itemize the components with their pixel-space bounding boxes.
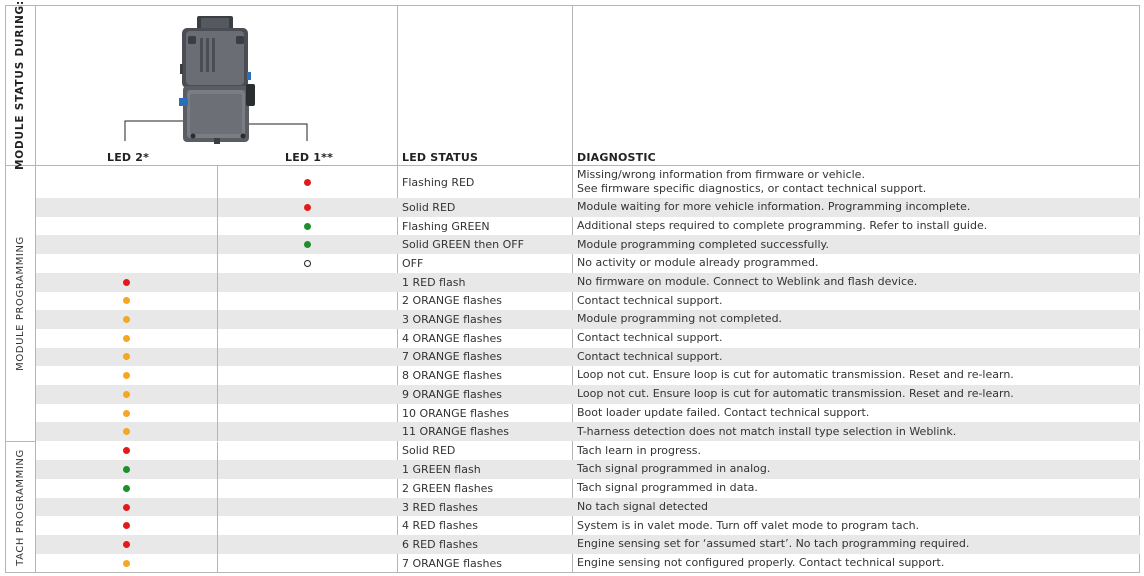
led2-cell xyxy=(36,442,217,461)
led-status-cell: Flashing GREEN xyxy=(402,219,490,233)
diagnostic-cell xyxy=(577,166,1137,198)
led-status-cell: 6 RED flashes xyxy=(402,537,478,551)
table-row xyxy=(36,198,1140,217)
diagnostic-cell: Loop not cut. Ensure loop is cut for automatic transmission. Reset and re-learn. xyxy=(577,368,1014,382)
diagnostic-cell: T-harness detection does not match install type selection in Weblink. xyxy=(577,424,957,438)
section-label-module-programming: MODULE PROGRAMMING xyxy=(14,236,26,371)
led-off-circle-icon xyxy=(304,260,311,267)
led-status-cell: 1 GREEN flash xyxy=(402,463,481,477)
led-status-cell: Solid RED xyxy=(402,200,456,214)
diagnostic-cell: Module waiting for more vehicle information. Programming incomplete. xyxy=(577,200,971,214)
led2-cell xyxy=(36,422,217,441)
diagnostic-cell: Tach learn in progress. xyxy=(577,443,702,457)
diagnostic-line: Missing/wrong information from firmware or vehicle. xyxy=(577,167,865,181)
table-row xyxy=(36,166,1140,198)
led-orange-dot-icon xyxy=(123,372,130,379)
led2-cell xyxy=(36,366,217,385)
led-red-dot-icon xyxy=(123,504,130,511)
led2-cell xyxy=(36,479,217,498)
diagnostic-header: DIAGNOSTIC xyxy=(577,151,656,164)
led-status-cell: 2 ORANGE flashes xyxy=(402,294,502,308)
diagnostic-cell: Engine sensing not configured properly. Contact technical support. xyxy=(577,555,945,569)
led-orange-dot-icon xyxy=(123,560,130,567)
led-orange-dot-icon xyxy=(123,410,130,417)
table-row xyxy=(36,422,1140,441)
led-orange-dot-icon xyxy=(123,428,130,435)
led-red-dot-icon xyxy=(304,204,311,211)
led1-cell xyxy=(217,235,398,254)
led-red-dot-icon xyxy=(123,541,130,548)
led-orange-dot-icon xyxy=(123,353,130,360)
led-red-dot-icon xyxy=(123,522,130,529)
diagnostic-cell: Additional steps required to complete programming. Refer to install guide. xyxy=(577,218,988,232)
table-row xyxy=(36,554,1140,573)
led-green-dot-icon xyxy=(123,466,130,473)
led-status-cell: 8 ORANGE flashes xyxy=(402,369,502,383)
led1-cell xyxy=(217,166,398,198)
led1-cell xyxy=(217,217,398,236)
led-status-cell: Flashing RED xyxy=(402,175,475,189)
diagnostic-cell: System is in valet mode. Turn off valet mode to program tach. xyxy=(577,518,920,532)
led-status-cell: 10 ORANGE flashes xyxy=(402,406,509,420)
section-label-tach-programming: TACH PROGRAMMING xyxy=(14,448,26,566)
table-row xyxy=(36,535,1140,554)
led-status-cell: 3 RED flashes xyxy=(402,500,478,514)
led-status-cell: Solid RED xyxy=(402,444,456,458)
module-status-label: MODULE STATUS DURING: xyxy=(14,0,26,170)
led2-cell xyxy=(36,292,217,311)
led2-cell xyxy=(36,498,217,517)
led-status-table xyxy=(5,0,1140,573)
table-row xyxy=(36,516,1140,535)
diagnostic-cell: Engine sensing set for ‘assumed start’. No tach programming required. xyxy=(577,537,970,551)
led2-cell xyxy=(36,348,217,367)
led-orange-dot-icon xyxy=(123,391,130,398)
led2-header: LED 2* xyxy=(107,151,150,164)
led-red-dot-icon xyxy=(123,447,130,454)
table-row xyxy=(36,348,1140,367)
diagnostic-cell: No firmware on module. Connect to Weblink and flash device. xyxy=(577,274,918,288)
led2-cell xyxy=(36,535,217,554)
table-row xyxy=(36,235,1140,254)
led2-cell xyxy=(36,385,217,404)
led1-cell xyxy=(217,254,398,273)
diagnostic-cell: No activity or module already programmed. xyxy=(577,256,819,270)
led-green-dot-icon xyxy=(123,485,130,492)
led-orange-dot-icon xyxy=(123,335,130,342)
remote-start-module-icon xyxy=(5,5,1140,165)
led-status-cell: 7 ORANGE flashes xyxy=(402,350,502,364)
diagnostic-cell: Loop not cut. Ensure loop is cut for automatic transmission. Reset and re-learn. xyxy=(577,387,1014,401)
led2-cell xyxy=(36,329,217,348)
led-status-cell: OFF xyxy=(402,256,424,270)
led2-cell xyxy=(36,404,217,423)
diagnostic-cell: Boot loader update failed. Contact technical support. xyxy=(577,405,870,419)
diagnostic-cell: No tach signal detected xyxy=(577,499,709,513)
table-row xyxy=(36,442,1140,461)
diagnostic-cell: Contact technical support. xyxy=(577,293,723,307)
diagnostic-cell: Contact technical support. xyxy=(577,331,723,344)
led-status-cell: 1 RED flash xyxy=(402,275,466,289)
led-status-cell: 2 GREEN flashes xyxy=(402,481,494,495)
diagnostic-cell: Contact technical support. xyxy=(577,349,723,363)
table-row xyxy=(36,310,1140,329)
diagnostic-cell: Tach signal programmed in analog. xyxy=(577,462,771,476)
section-label-cell xyxy=(5,442,35,572)
diagnostic-cell: Module programming completed successfully. xyxy=(577,237,829,251)
led-orange-dot-icon xyxy=(123,316,130,323)
table-row xyxy=(36,404,1140,423)
led2-cell xyxy=(36,460,217,479)
table-row xyxy=(36,479,1140,498)
led1-cell xyxy=(217,198,398,217)
led2-cell xyxy=(36,554,217,573)
led-orange-dot-icon xyxy=(123,297,130,304)
led-red-dot-icon xyxy=(304,179,311,186)
led-green-dot-icon xyxy=(304,241,311,248)
led-status-cell: 9 ORANGE flashes xyxy=(402,387,502,401)
led-status-cell: 4 RED flashes xyxy=(402,519,478,533)
led-status-cell: 4 ORANGE flashes xyxy=(402,331,502,345)
led-status-cell: 7 ORANGE flashes xyxy=(402,556,502,570)
led2-cell xyxy=(36,516,217,535)
led2-cell xyxy=(36,273,217,292)
table-row xyxy=(36,498,1140,517)
section-label-cell xyxy=(5,166,35,441)
led-status-cell: 3 ORANGE flashes xyxy=(402,313,502,327)
diagnostic-line: See firmware specific diagnostics, or contact technical support. xyxy=(577,182,927,195)
diagnostic-cell: Tach signal programmed in data. xyxy=(577,481,758,495)
diagnostic-cell: Module programming not completed. xyxy=(577,312,783,326)
led-red-dot-icon xyxy=(123,279,130,286)
table-row xyxy=(36,254,1140,273)
led-status-cell: 11 ORANGE flashes xyxy=(402,425,509,439)
led2-cell xyxy=(36,310,217,329)
table-row xyxy=(36,217,1140,236)
table-row xyxy=(36,385,1140,404)
table-row xyxy=(36,329,1140,348)
table-row xyxy=(36,273,1140,292)
led-status-cell: Solid GREEN then OFF xyxy=(402,238,524,252)
led-status-header: LED STATUS xyxy=(402,151,479,164)
led1-header: LED 1** xyxy=(285,151,334,164)
led-green-dot-icon xyxy=(304,223,311,230)
table-row xyxy=(36,292,1140,311)
table-row xyxy=(36,366,1140,385)
table-row xyxy=(36,460,1140,479)
